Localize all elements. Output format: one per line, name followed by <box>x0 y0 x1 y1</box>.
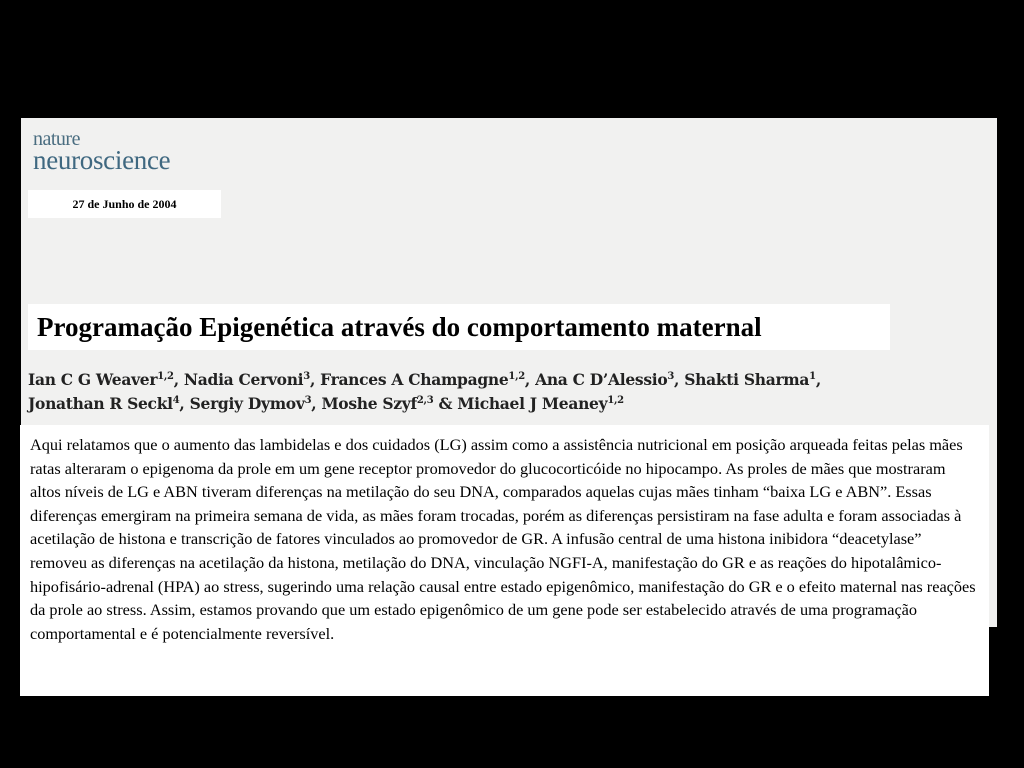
author-name: Shakti Sharma <box>684 370 810 389</box>
logo-nature: nature <box>33 128 80 150</box>
author-affiliation: 3 <box>667 370 675 382</box>
abstract-text: Aqui relatamos que o aumento das lambidelas e dos cuidados (LG) assim como a assistência nutricional em posição arqueada feitas pelas mães ratas alteraram o epigenoma da prole em um gene receptor promovedor do glucocorticóide no hipocampo. As proles de mães que mostraram altos níveis de LG e ABN tiveram diferenças na metilação do seu DNA, comparados aquelas cujas mães tinham “baixa LG e ABN”. Essas diferenças emergiram na primeira semana de vida, as mães foram trocadas, porém as diferenças persistiram na fase adulta e foram associadas à acetilação de histona e transcrição de fatores vinculados ao promovedor de GR. A infusão central de uma histona inibidora “deacetylase” removeu as diferenças na acetilação da histona, metilação do DNA, vinculação NGFI-A, manifestação do GR e as reações do hipotalâmico-hipofisário-adrenal (HPA) ao stress, sugerindo uma relação causal entre estado epigenômico, manifestação do GR e o efeito maternal nas reações da prole ao stress. Assim, estamos provando que um estado epigenômico de um gene pode ser estabelecido através de uma programação comportamental e é potencialmente reversível. <box>30 435 976 643</box>
author-name: Michael J Meaney <box>457 394 608 413</box>
author-name: Ana C D’Alessio <box>535 370 668 389</box>
author-affiliation: 1 <box>809 370 816 382</box>
author-list: Ian C G Weaver$^{1,2}$, Nadia Cervoni$^3$, Frances A Champagne$^{1,2}$, Ana C D’Alessio$^3$, Shakti Sharma$^1$, Jonathan R Seckl$^4$, Sergiy Dymov$^3$, Moshe Szyf$^{2,3}$ & Michael J Meaney$^{1,2}$ <box>28 370 821 413</box>
logo-neuroscience: neuroscience <box>33 145 171 175</box>
author-affiliation: 2,3 <box>416 394 434 406</box>
author-affiliation: 3 <box>304 394 312 406</box>
author-name: Sergiy Dymov <box>189 394 305 413</box>
abstract-box <box>20 425 989 696</box>
author-name: Frances A Champagne <box>320 370 509 389</box>
author-name: Nadia Cervoni <box>183 370 304 389</box>
author-affiliation: 4 <box>172 394 180 406</box>
author-affiliation: 1,2 <box>607 394 624 406</box>
date-label <box>28 190 221 218</box>
title-box <box>28 304 890 350</box>
page-title: Programação Epigenética através do comportamento maternal <box>37 311 762 342</box>
date-text: 27 de Junho de 2004 <box>72 196 177 211</box>
author-affiliation: 1,2 <box>157 370 174 382</box>
author-affiliation: 1,2 <box>508 370 525 382</box>
author-affiliation: 3 <box>303 370 310 382</box>
author-name: Jonathan R Seckl <box>28 394 173 413</box>
journal-logo <box>33 128 171 175</box>
author-name: Ian C G Weaver <box>28 370 158 389</box>
author-name: Moshe Szyf <box>321 394 417 413</box>
